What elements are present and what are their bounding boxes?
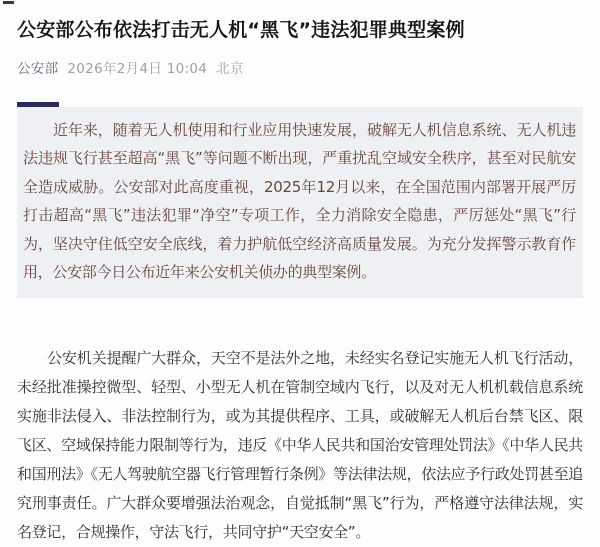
highlight-text: 近年来，随着无人机使用和行业应用快速发展，破解无人机信息系统、无人机违法违规飞行甚至超高“黑飞”等问题不断出现，严重扰乱空域安全秩序，甚至对民航安全造成威胁。公安部对此高度重视，2025年12月以来，在全国范围内部署开展严厉打击超高“黑飞”违法犯罪“净空”专项工作，全力消除安全隐患，严厉惩处“黑飞”行为，坚决守住低空安全底线，着力护航低空经济高质量发展。为充分发挥警示教育作用，公安部今日公布近年来公安机关侦办的典型案例。: [23, 120, 576, 282]
byline-source: 公安部: [17, 60, 59, 77]
highlight-quote: [17, 107, 583, 298]
corner-mark: [3, 1, 14, 4]
byline-location: 北京: [216, 60, 244, 77]
article-title: 公安部公布依法打击无人机“黑飞”违法犯罪典型案例: [17, 19, 465, 41]
byline-date: 2026年2月4日 10:04: [67, 60, 208, 77]
byline: [17, 57, 583, 77]
body-paragraph: 公安机关提醒广大群众，天空不是法外之地，未经实名登记实施无人机飞行活动，未经批准操控微型、轻型、小型无人机在管制空域内飞行，以及对无人机机载信息系统实施非法侵入、非法控制行为，或为其提供程序、工具，或破解无人机后台禁飞区、限飞区、空域保持能力限制等行为，违反《中华人民共和国治安管理处罚法》《中华人民共和国刑法》《无人驾驶航空器飞行管理暂行条例》等法律法规，依法应予行政处罚甚至追究刑事责任。广大群众要增强法治观念，自觉抵制“黑飞”行为，严格遵守法律法规，实名登记，合规操作，守法飞行，共同守护“天空安全”。: [17, 348, 583, 541]
